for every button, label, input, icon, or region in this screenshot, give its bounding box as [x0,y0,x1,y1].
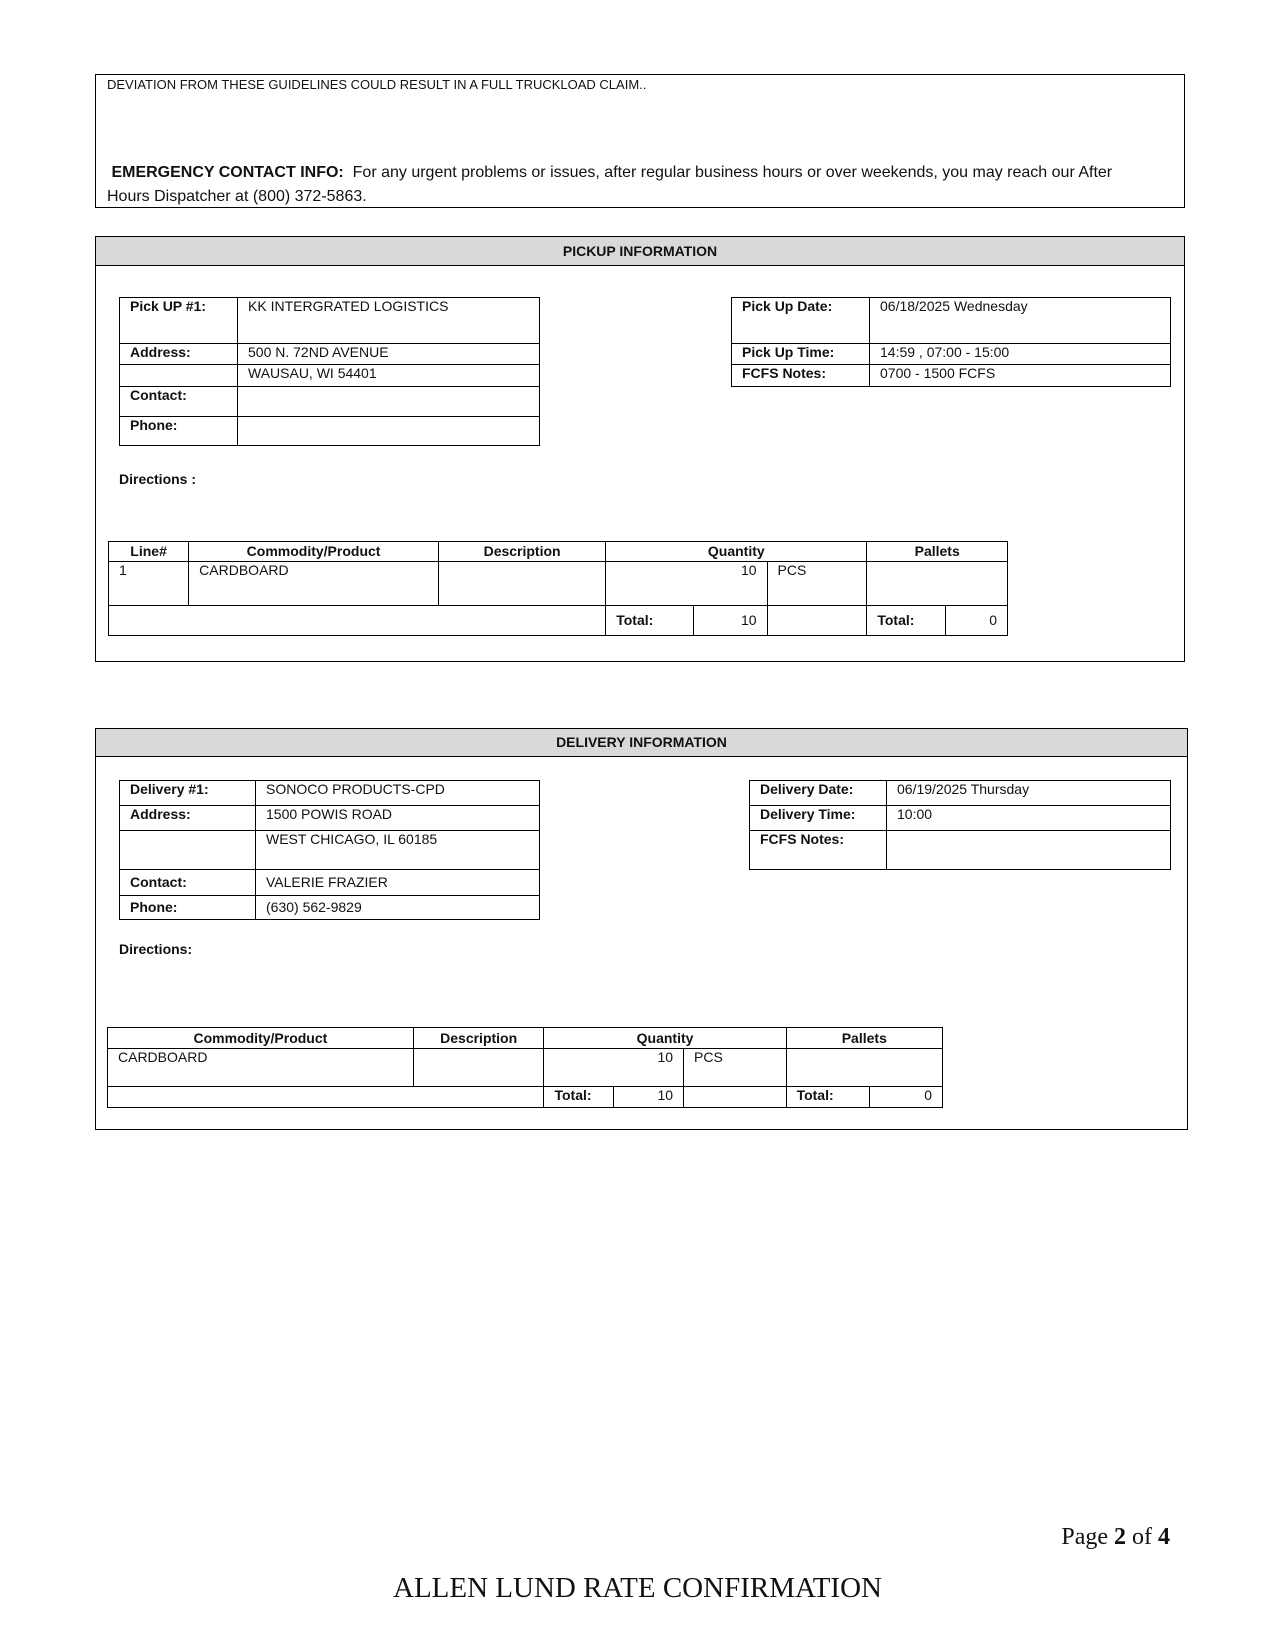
delivery-col-quantity: Quantity [544,1028,786,1049]
pickup-col-quantity: Quantity [606,542,867,562]
pickup-stop-name: KK INTERGRATED LOGISTICS [238,298,540,344]
delivery-phone-label: Phone: [120,896,256,920]
delivery-address-line1: 1500 POWIS ROAD [256,806,540,831]
document-title: ALLEN LUND RATE CONFIRMATION [393,1572,882,1604]
pickup-qty-total: 10 [694,606,767,636]
emergency-contact-line2: Hours Dispatcher at (800) 372-5863. [107,188,367,205]
delivery-contact-value: VALERIE FRAZIER [256,870,540,896]
delivery-stop-label: Delivery #1: [120,781,256,806]
emergency-contact-line1: For any urgent problems or issues, after regular business hours or over weekends, you may reach our After [352,164,1113,181]
delivery-item-qty: 10 [544,1049,684,1087]
emergency-contact-label: EMERGENCY CONTACT INFO: [111,164,344,181]
delivery-stop-table [119,780,540,920]
delivery-fcfs-value [887,831,1171,870]
page-of: of [1126,1524,1158,1550]
pickup-contact-value [238,387,540,417]
pickup-pallets-total: 0 [945,606,1007,636]
pickup-unit-total-blank [767,606,867,636]
delivery-section-title: DELIVERY INFORMATION [96,729,1187,757]
delivery-address-blank [120,831,256,870]
delivery-qty-total: 10 [614,1087,684,1108]
delivery-col-description: Description [413,1028,544,1049]
pickup-col-description: Description [438,542,605,562]
pickup-col-commodity: Commodity/Product [189,542,439,562]
pickup-address-line1: 500 N. 72ND AVENUE [238,344,540,365]
pickup-item-unit: PCS [767,562,867,606]
pickup-time-label: Pick Up Time: [732,344,870,365]
delivery-date-value: 06/19/2025 Thursday [887,781,1171,806]
table-row [108,1049,943,1087]
pickup-stop-table [119,297,540,446]
delivery-unit-total-blank [684,1087,787,1108]
pickup-total-spacer [109,606,606,636]
delivery-item-description [413,1049,544,1087]
pickup-fcfs-value: 0700 - 1500 FCFS [870,365,1171,387]
delivery-fcfs-label: FCFS Notes: [750,831,887,870]
table-row [109,562,1008,606]
pickup-item-qty: 10 [606,562,767,606]
delivery-item-commodity: CARDBOARD [108,1049,414,1087]
pickup-item-description [438,562,605,606]
pickup-contact-label: Contact: [120,387,238,417]
delivery-date-label: Delivery Date: [750,781,887,806]
delivery-total-spacer [108,1087,544,1108]
pickup-qty-total-label: Total: [606,606,694,636]
pickup-address-line2: WAUSAU, WI 54401 [238,365,540,387]
delivery-schedule-table [749,780,1171,870]
delivery-items-table [107,1027,943,1108]
pickup-section [95,236,1185,662]
delivery-pallets-total-label: Total: [786,1087,870,1108]
notice-box [95,74,1185,208]
pickup-pallets-total-label: Total: [867,606,945,636]
delivery-time-label: Delivery Time: [750,806,887,831]
delivery-address-line2: WEST CHICAGO, IL 60185 [256,831,540,870]
delivery-item-unit: PCS [684,1049,787,1087]
pickup-schedule-table [731,297,1171,387]
pickup-date-value: 06/18/2025 Wednesday [870,298,1171,344]
delivery-col-pallets: Pallets [786,1028,942,1049]
pickup-col-line: Line# [109,542,189,562]
pickup-phone-value [238,417,540,446]
pickup-item-commodity: CARDBOARD [189,562,439,606]
page-prefix: Page [1061,1524,1114,1550]
pickup-col-pallets: Pallets [867,542,1008,562]
delivery-time-value: 10:00 [887,806,1171,831]
pickup-stop-label: Pick UP #1: [120,298,238,344]
page-number [1000,1524,1170,1551]
delivery-col-commodity: Commodity/Product [108,1028,414,1049]
delivery-address-label: Address: [120,806,256,831]
pickup-items-table [108,541,1008,636]
pickup-address-blank [120,365,238,387]
deviation-warning: DEVIATION FROM THESE GUIDELINES COULD RESULT IN A FULL TRUCKLOAD CLAIM.. [107,77,647,92]
pickup-section-title: PICKUP INFORMATION [96,237,1184,266]
pickup-fcfs-label: FCFS Notes: [732,365,870,387]
delivery-contact-label: Contact: [120,870,256,896]
delivery-pallets-total: 0 [870,1087,943,1108]
pickup-item-pallets [867,562,1008,606]
delivery-stop-name: SONOCO PRODUCTS-CPD [256,781,540,806]
delivery-item-pallets [786,1049,942,1087]
pickup-date-label: Pick Up Date: [732,298,870,344]
pickup-time-value: 14:59 , 07:00 - 15:00 [870,344,1171,365]
pickup-address-label: Address: [120,344,238,365]
delivery-qty-total-label: Total: [544,1087,614,1108]
page-current: 2 [1114,1524,1126,1550]
pickup-item-line: 1 [109,562,189,606]
pickup-phone-label: Phone: [120,417,238,446]
pickup-directions-label: Directions : [119,471,197,487]
delivery-phone-value: (630) 562-9829 [256,896,540,920]
emergency-contact-text [107,161,1177,209]
page-total: 4 [1158,1524,1170,1550]
delivery-directions-label: Directions: [119,941,193,957]
delivery-section [95,728,1188,1130]
